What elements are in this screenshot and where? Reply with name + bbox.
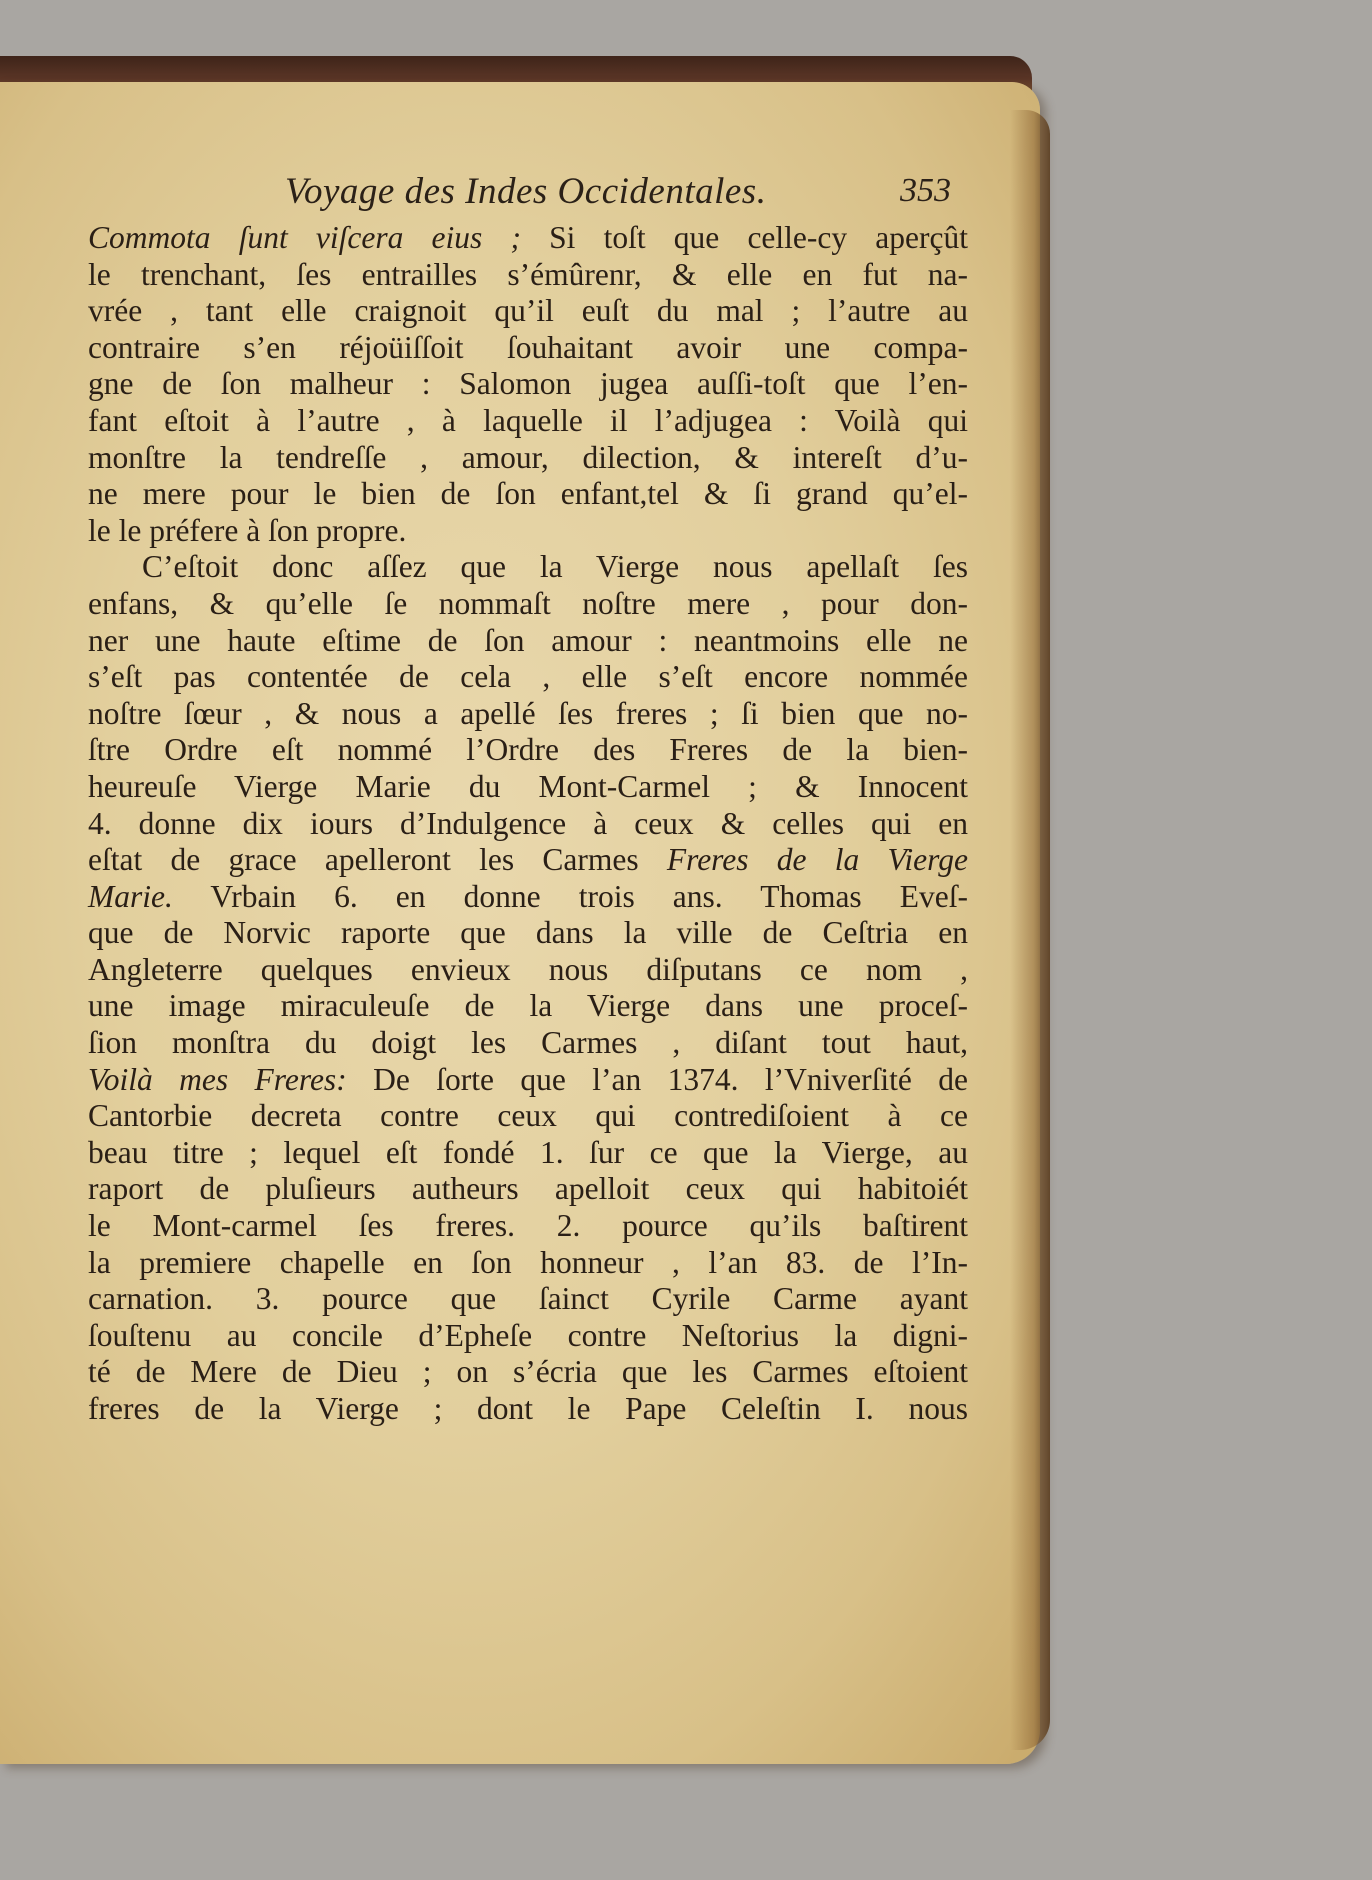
line-text: ſion monſtra du doigt les Carmes , diſant tout haut,	[88, 1025, 968, 1061]
text-line	[88, 476, 968, 513]
line-text: té de Mere de Dieu ; on s’écria que les Carmes eſtoient	[88, 1354, 968, 1390]
body-text	[88, 220, 968, 1428]
line-text: carnation. 3. pource que ſainct Cyrile Carme ayant	[88, 1281, 968, 1317]
page-number: 353	[900, 172, 951, 209]
line-text: Si toſt que celle-cy aperçût	[520, 220, 968, 255]
text-line	[88, 293, 968, 330]
text-line	[88, 1025, 968, 1062]
line-text: heureuſe Vierge Marie du Mont-Carmel ; & Innocent	[88, 768, 968, 804]
text-line	[88, 988, 968, 1025]
text-line	[88, 1318, 968, 1355]
text-line	[88, 1281, 968, 1318]
text-line	[88, 879, 968, 916]
italic-phrase: Marie.	[88, 878, 173, 914]
text-line	[88, 696, 968, 733]
line-text: gne de ſon malheur : Salomon jugea auſſi-toſt que l’en-	[88, 366, 968, 402]
running-head-title: Voyage des Indes Occidentales.	[285, 171, 767, 212]
text-line	[88, 1208, 968, 1245]
running-head	[285, 170, 975, 220]
line-text: 4. donne dix iours d’Indulgence à ceux & celles qui en	[88, 805, 968, 841]
text-line	[88, 1098, 968, 1135]
line-text: noſtre ſœur , & nous a apellé ſes freres ; ſi bien que no-	[88, 695, 968, 731]
text-line	[88, 220, 968, 257]
line-text: que de Norvic raporte que dans la ville de Ceſtria en	[88, 915, 968, 951]
text-line	[88, 623, 968, 660]
line-text: Cantorbie decreta contre ceux qui contrediſoient à ce	[88, 1098, 968, 1134]
line-text: s’eſt pas contentée de cela , elle s’eſt encore nommée	[88, 659, 968, 695]
text-line	[88, 952, 968, 989]
line-text: Vrbain 6. en donne trois ans. Thomas Eveſ-	[172, 878, 968, 914]
italic-phrase: Commota ſunt viſcera eius ;	[88, 220, 521, 255]
line-text: monſtre la tendreſſe , amour, dilection, & intereſt d’u-	[88, 439, 968, 475]
text-line	[88, 732, 968, 769]
line-text: eſtat de grace apelleront les Carmes	[88, 842, 667, 878]
line-text: fant eſtoit à l’autre , à laquelle il l’adjugea : Voilà qui	[88, 402, 968, 438]
line-text: C’eſtoit donc aſſez que la Vierge nous apellaſt ſes	[142, 549, 968, 585]
text-line	[88, 659, 968, 696]
text-line	[88, 440, 968, 477]
line-text: le trenchant, ſes entrailles s’émûrenr, & elle en fut na-	[88, 256, 968, 292]
line-text: le Mont-carmel ſes freres. 2. pource qu’ils baſtirent	[88, 1208, 968, 1244]
text-line	[88, 366, 968, 403]
page-edge-shadow	[1010, 110, 1050, 1750]
line-text: raport de pluſieurs autheurs apelloit ceux qui habitoiét	[88, 1171, 968, 1207]
line-text: la premiere chapelle en ſon honneur , l’an 83. de l’In-	[88, 1244, 968, 1280]
line-text: ſouſtenu au concile d’Epheſe contre Neſtorius la digni-	[88, 1317, 968, 1353]
line-text: ner une haute eſtime de ſon amour : neantmoins elle ne	[88, 622, 968, 658]
text-line	[88, 842, 968, 879]
line-text: freres de la Vierge ; dont le Pape Celeſtin I. nous	[88, 1391, 968, 1426]
line-text: le le préfere à ſon propre.	[88, 512, 407, 548]
text-line	[88, 1354, 968, 1391]
line-text: contraire s’en réjoüiſſoit ſouhaitant avoir une compa-	[88, 329, 968, 365]
line-text: ne mere pour le bien de ſon enfant,tel & ſi grand qu’el-	[88, 476, 968, 512]
text-line	[88, 257, 968, 294]
text-line	[88, 769, 968, 806]
text-line	[88, 1391, 968, 1428]
line-text: vrée , tant elle craignoit qu’il euſt du mal ; l’autre au	[88, 293, 968, 329]
text-line	[88, 330, 968, 367]
text-line	[88, 403, 968, 440]
text-line	[88, 915, 968, 952]
text-line	[88, 1135, 968, 1172]
text-line	[88, 586, 968, 623]
text-line	[88, 513, 968, 550]
line-text: De ſorte que l’an 1374. l’Vniverſité de	[346, 1061, 968, 1097]
text-line	[88, 549, 968, 586]
text-line	[88, 806, 968, 843]
italic-phrase: Freres de la Vierge	[666, 842, 968, 878]
text-line	[88, 1245, 968, 1282]
line-text: enfans, & qu’elle ſe nommaſt noſtre mere , pour don-	[88, 585, 968, 621]
line-text: ſtre Ordre eſt nommé l’Ordre des Freres de la bien-	[88, 732, 968, 768]
italic-phrase: Voilà mes Freres:	[88, 1061, 347, 1097]
text-line	[88, 1062, 968, 1099]
line-text: Angleterre quelques envieux nous diſputans ce nom ,	[88, 951, 968, 987]
line-text: beau titre ; lequel eſt fondé 1. ſur ce que la Vierge, au	[88, 1134, 968, 1170]
text-line	[88, 1171, 968, 1208]
line-text: une image miraculeuſe de la Vierge dans une proceſ-	[88, 988, 968, 1024]
